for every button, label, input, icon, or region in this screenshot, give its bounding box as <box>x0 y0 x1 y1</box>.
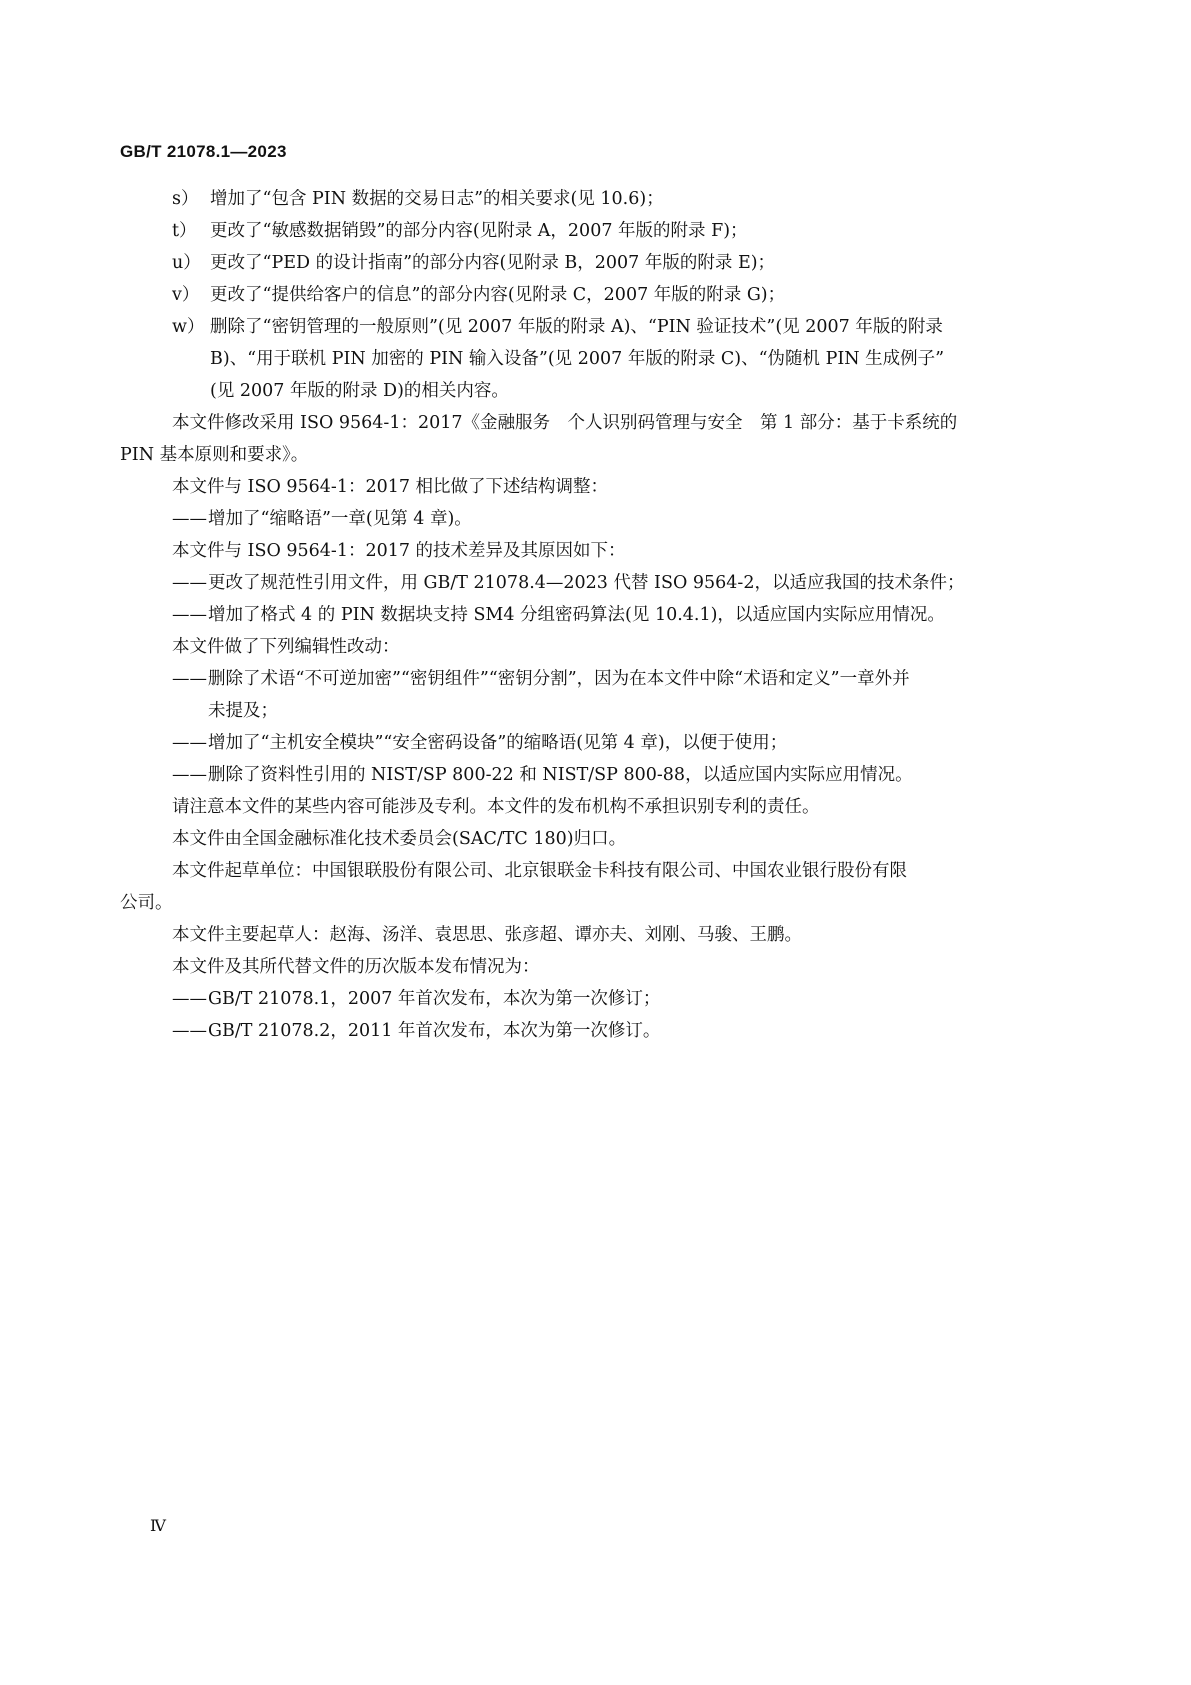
list-item-v <box>120 279 1055 311</box>
version-history-item <box>120 983 1055 1015</box>
list-item-text: 更改了“敏感数据销毁”的部分内容(见附录 A，2007 年版的附录 F)； <box>210 221 748 241</box>
editorial-change-item <box>120 663 1055 695</box>
dash-marker: —— <box>172 765 207 785</box>
editorial-change-text: 删除了术语“不可逆加密”“密钥组件”“密钥分割”，因为在本文件中除“术语和定义”一章外并 <box>208 669 910 689</box>
dash-marker: —— <box>172 669 207 689</box>
foreword-continuation <box>120 183 1055 1047</box>
version-history-text: GB/T 21078.1，2007 年首次发布，本次为第一次修订； <box>208 989 661 1009</box>
technical-difference-text: 更改了规范性引用文件，用 GB/T 21078.4—2023 代替 ISO 9564-2，以适应我国的技术条件； <box>208 573 965 593</box>
list-item-s <box>120 183 1055 215</box>
adoption-statement: 本文件修改采用 ISO 9564-1：2017《金融服务 个人识别码管理与安全 第 1 部分：基于卡系统的 <box>172 413 958 433</box>
drafters: 本文件主要起草人：赵海、汤洋、袁思思、张彦超、谭亦夫、刘刚、马骏、王鹏。 <box>172 925 802 945</box>
dash-marker: —— <box>172 573 207 593</box>
structural-changes-intro: 本文件与 ISO 9564-1：2017 相比做了下述结构调整： <box>172 477 609 497</box>
list-item-marker: t） <box>172 221 197 241</box>
version-history-intro: 本文件及其所代替文件的历次版本发布情况为： <box>172 957 540 977</box>
standard-number-header: GB/T 21078.1—2023 <box>120 142 287 161</box>
editorial-change-item <box>120 759 1055 791</box>
editorial-changes-intro: 本文件做了下列编辑性改动： <box>172 637 400 657</box>
list-item-w <box>120 311 1055 343</box>
version-history-text: GB/T 21078.2，2011 年首次发布，本次为第一次修订。 <box>208 1021 661 1041</box>
version-history-item <box>120 1015 1055 1047</box>
structural-change-item <box>120 503 1055 535</box>
technical-difference-text: 增加了格式 4 的 PIN 数据块支持 SM4 分组密码算法(见 10.4.1)，以适应国内实际应用情况。 <box>208 605 945 625</box>
committee-statement: 本文件由全国金融标准化技术委员会(SAC/TC 180)归口。 <box>172 829 627 849</box>
dash-marker: —— <box>172 733 207 753</box>
list-item-t <box>120 215 1055 247</box>
dash-marker: —— <box>172 1021 207 1041</box>
list-item-marker: v） <box>172 285 200 305</box>
drafting-units-continued: 公司。 <box>120 893 173 913</box>
technical-difference-item <box>120 567 1055 599</box>
editorial-change-text: 删除了资料性引用的 NIST/SP 800-22 和 NIST/SP 800-88，以适应国内实际应用情况。 <box>208 765 913 785</box>
structural-change-text: 增加了“缩略语”一章(见第 4 章)。 <box>208 509 472 529</box>
adoption-statement-continued: PIN 基本原则和要求》。 <box>120 445 309 465</box>
list-item-text-continued: B)、“用于联机 PIN 加密的 PIN 输入设备”(见 2007 年版的附录 C)、“伪随机 PIN 生成例子” <box>210 349 945 369</box>
list-item-text-continued: (见 2007 年版的附录 D)的相关内容。 <box>210 381 509 401</box>
drafting-units: 本文件起草单位：中国银联股份有限公司、北京银联金卡科技有限公司、中国农业银行股份有限 <box>172 861 907 881</box>
list-item-marker: u） <box>172 253 201 273</box>
list-item-text: 删除了“密钥管理的一般原则”(见 2007 年版的附录 A)、“PIN 验证技术”(见 2007 年版的附录 <box>210 317 943 337</box>
dash-marker: —— <box>172 509 207 529</box>
dash-marker: —— <box>172 605 207 625</box>
list-item-u <box>120 247 1055 279</box>
technical-difference-item <box>120 599 1055 631</box>
editorial-change-text: 增加了“主机安全模块”“安全密码设备”的缩略语(见第 4 章)，以便于使用； <box>208 733 788 753</box>
list-item-marker: s） <box>172 189 199 209</box>
dash-marker: —— <box>172 989 207 1009</box>
patent-notice: 请注意本文件的某些内容可能涉及专利。本文件的发布机构不承担识别专利的责任。 <box>172 797 820 817</box>
editorial-change-item <box>120 727 1055 759</box>
technical-differences-intro: 本文件与 ISO 9564-1：2017 的技术差异及其原因如下： <box>172 541 626 561</box>
page-number: Ⅳ <box>150 1516 166 1535</box>
list-item-text: 更改了“PED 的设计指南”的部分内容(见附录 B，2007 年版的附录 E)； <box>210 253 776 273</box>
editorial-change-text-continued: 未提及； <box>208 701 278 721</box>
list-item-marker: w） <box>172 317 205 337</box>
list-item-text: 增加了“包含 PIN 数据的交易日志”的相关要求(见 10.6)； <box>210 189 664 209</box>
list-item-text: 更改了“提供给客户的信息”的部分内容(见附录 C，2007 年版的附录 G)； <box>210 285 786 305</box>
